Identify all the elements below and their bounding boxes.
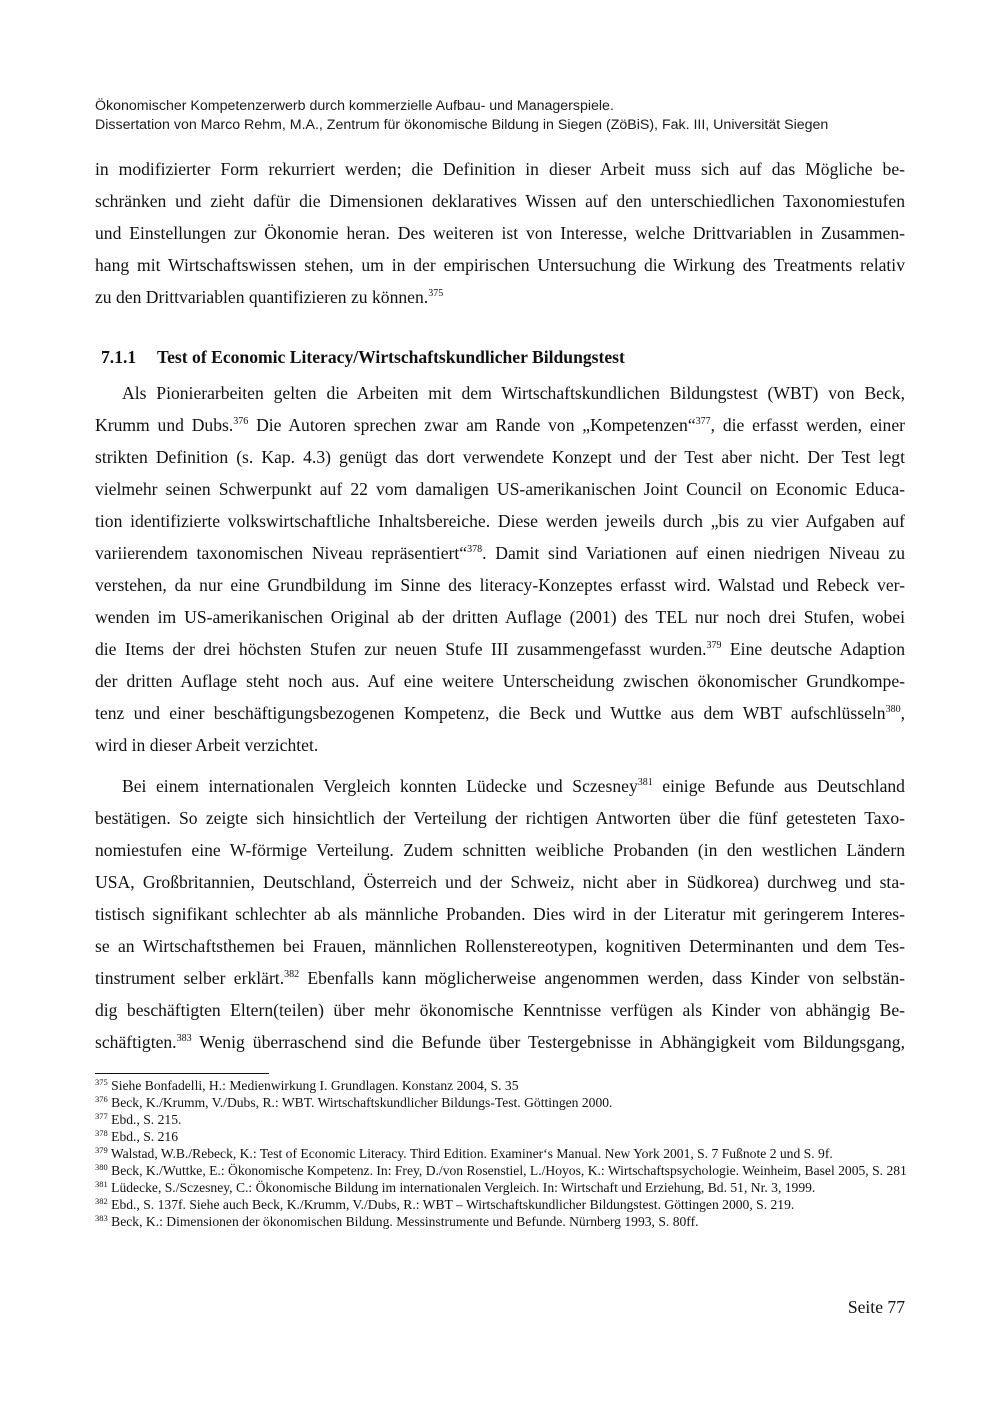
footnote-380 [95,1162,907,1179]
text-line: schränken und zieht dafür die Dimensionen deklaratives Wissen auf den unterschiedlichen Taxonomiestufen [95,191,905,211]
footnote-ref-377[interactable]: 377 [695,416,711,427]
text-line: hang mit Wirtschaftswissen stehen, um in der empirischen Untersuchung die Wirkung des Treatments relativ [95,255,905,275]
footnote-text: Walstad, W.B./Rebeck, K.: Test of Economic Literacy. Third Edition. Examiner‘s Manual. New York 2001, S. 7 Fußnote 2 und S. 9f. [107,1146,833,1161]
text-line [95,633,905,665]
footnote-376 [95,1094,907,1111]
text-span: Die Autoren sprechen zwar am Rande von „Kompetenzen“ [248,415,696,435]
text-line: bestätigen. So zeigte sich hinsichtlich der Verteilung der richtigen Antworten über die fünf getesteten Taxo- [95,808,905,828]
section-title: Test of Economic Literacy/Wirtschaftskundlicher Bildungstest [157,347,625,367]
footnote-number: 383 [95,1213,108,1223]
text-line: und Einstellungen zur Ökonomie heran. Des weiteren ist von Interesse, welche Drittvariablen in Zusammen- [95,223,905,243]
footnote-381 [95,1179,907,1196]
section-heading [101,343,625,371]
header-title: Ökonomischer Kompetenzerwerb durch kommerzielle Aufbau- und Managerspiele. [95,98,614,114]
text-line [95,1026,905,1058]
text-line: dig beschäftigten Eltern(teilen) über mehr ökonomische Kenntnisse verfügen als Kinder von abhängig Be- [95,1000,905,1020]
text-span: Wenig überraschend sind die Befunde über Testergebnisse in Abhängigkeit vom Bildungsgang, [191,1032,905,1052]
text-line: in modifizierter Form rekurriert werden; die Definition in dieser Arbeit muss sich auf das Mögliche be- [95,159,905,179]
footnote-379 [95,1145,907,1162]
footnotes [95,1077,907,1230]
text-line: USA, Großbritannien, Deutschland, Österreich und der Schweiz, nicht aber in Südkorea) durchweg und sta- [95,872,905,892]
text-span: die Items der drei höchsten Stufen zur neuen Stufe III zusammengefasst wurden. [95,639,707,659]
footnote-number: 376 [95,1094,108,1104]
footnote-text: Ebd., S. 215. [107,1112,182,1127]
text-span: . Damit sind Variationen auf einen niedrigen Niveau zu [482,543,905,563]
footnote-375 [95,1077,907,1094]
section-number: 7.1.1 [101,347,137,367]
paragraph-intro [95,153,905,313]
footnote-378 [95,1128,907,1145]
text-line: vielmehr seinen Schwerpunkt auf 22 vom damaligen US-amerikanischen Joint Council on Economic Educa- [95,479,905,499]
footnote-ref-376[interactable]: 376 [233,416,249,427]
text-span: einige Befunde aus Deutschland [652,776,905,796]
footnote-text: Beck, K./Krumm, V./Dubs, R.: WBT. Wirtschaftskundlicher Bildungs-Test. Göttingen 2000. [107,1095,613,1110]
footnote-ref-379[interactable]: 379 [706,640,722,651]
text-span: Krumm und Dubs. [95,415,234,435]
text-span: zu den Drittvariablen quantifizieren zu können. [95,287,429,307]
footnote-377 [95,1111,907,1128]
text-line [95,697,905,729]
footnote-text: Lüdecke, S./Sczesney, C.: Ökonomische Bildung im internationalen Vergleich. In: Wirtschaft und Erziehung, Bd. 51, Nr. 3, 1999. [107,1180,816,1195]
page-number: Seite 77 [847,1297,905,1317]
footnote-number: 377 [95,1111,108,1121]
text-line [95,409,905,441]
text-span: Ebenfalls kann möglicherweise angenommen werden, dass Kinder von selbstän- [299,968,905,988]
footnote-text: Ebd., S. 137f. Siehe auch Beck, K./Krumm, V./Dubs, R.: WBT – Wirtschaftskundlicher Bildungstest. Göttingen 2000, S. 219. [107,1197,795,1212]
footnote-ref-383[interactable]: 383 [176,1033,192,1044]
text-span: Eine deutsche Adaption [721,639,905,659]
footnote-383 [95,1213,907,1230]
text-span: tinstrument selber erklärt. [95,968,285,988]
footnote-number: 380 [95,1162,108,1172]
text-span: , [900,703,905,723]
footnote-text: Siehe Bonfadelli, H.: Medienwirkung I. Grundlagen. Konstanz 2004, S. 35 [107,1078,519,1093]
footnote-ref-380[interactable]: 380 [885,704,901,715]
text-line [95,281,905,313]
text-line: wird in dieser Arbeit verzichtet. [95,735,319,755]
text-line: tistisch signifikant schlechter ab als männliche Probanden. Dies wird in der Literatur mit geringerem Interes- [95,904,905,924]
footnote-ref-381[interactable]: 381 [637,777,653,788]
text-line [95,770,905,802]
text-line [95,962,905,994]
text-line: strikten Definition (s. Kap. 4.3) genügt das dort verwendete Konzept und der Test aber nicht. Der Test legt [95,447,905,467]
paragraph-wbt [95,377,905,761]
footnote-ref-378[interactable]: 378 [467,544,483,555]
footnote-ref-382[interactable]: 382 [284,969,300,980]
text-line: tion identifizierte volkswirtschaftliche Inhaltsbereiche. Diese werden jeweils durch „bis zu vier Aufgaben auf [95,511,905,531]
footnote-number: 378 [95,1128,108,1138]
footnote-number: 375 [95,1077,108,1087]
footnote-separator [95,1073,269,1074]
footnote-number: 379 [95,1145,108,1155]
footnote-382 [95,1196,907,1213]
text-span: , die erfasst werden, einer [710,415,905,435]
text-line: se an Wirtschaftsthemen bei Frauen, männlichen Rollenstereotypen, kognitiven Determinanten und dem Tes- [95,936,905,956]
text-line: Als Pionierarbeiten gelten die Arbeiten mit dem Wirtschaftskundlichen Bildungstest (WBT) von Beck, [122,383,905,403]
text-line: nomiestufen eine W-förmige Verteilung. Zudem schnitten weibliche Probanden (in den westlichen Ländern [95,840,905,860]
footnote-text: Ebd., S. 216 [107,1129,178,1144]
text-span: Bei einem internationalen Vergleich konnten Lüdecke und Sczesney [122,776,638,796]
running-header [95,97,828,135]
header-author: Dissertation von Marco Rehm, M.A., Zentrum für ökonomische Bildung in Siegen (ZöBiS), Fak. III, Universität Siegen [95,117,829,133]
footnote-number: 381 [95,1179,108,1189]
text-line: verstehen, da nur eine Grundbildung im Sinne des literacy-Konzeptes erfasst wird. Walstad und Rebeck ver- [95,575,905,595]
text-line: wenden im US-amerikanischen Original ab der dritten Auflage (2001) des TEL nur noch drei Stufen, wobei [95,607,905,627]
footnote-text: Beck, K.: Dimensionen der ökonomischen Bildung. Messinstrumente und Befunde. Nürnberg 1993, S. 80ff. [107,1214,699,1229]
text-span: tenz und einer beschäftigungsbezogenen Kompetenz, die Beck und Wuttke aus dem WBT aufschlüsseln [95,703,886,723]
text-line: der dritten Auflage steht noch aus. Auf eine weitere Unterscheidung zwischen ökonomischer Grundkompe- [95,671,905,691]
text-span: schäftigten. [95,1032,177,1052]
text-line [95,537,905,569]
paragraph-comparison [95,770,905,1058]
text-span: variierendem taxonomischen Niveau repräsentiert“ [95,543,468,563]
footnote-ref-375[interactable]: 375 [428,288,444,299]
footnote-number: 382 [95,1196,108,1206]
footnote-text: Beck, K./Wuttke, E.: Ökonomische Kompetenz. In: Frey, D./von Rosenstiel, L./Hoyos, K.: Wirtschaftspsychologie. Weinheim, Basel 2005, S. 281 [107,1163,907,1178]
